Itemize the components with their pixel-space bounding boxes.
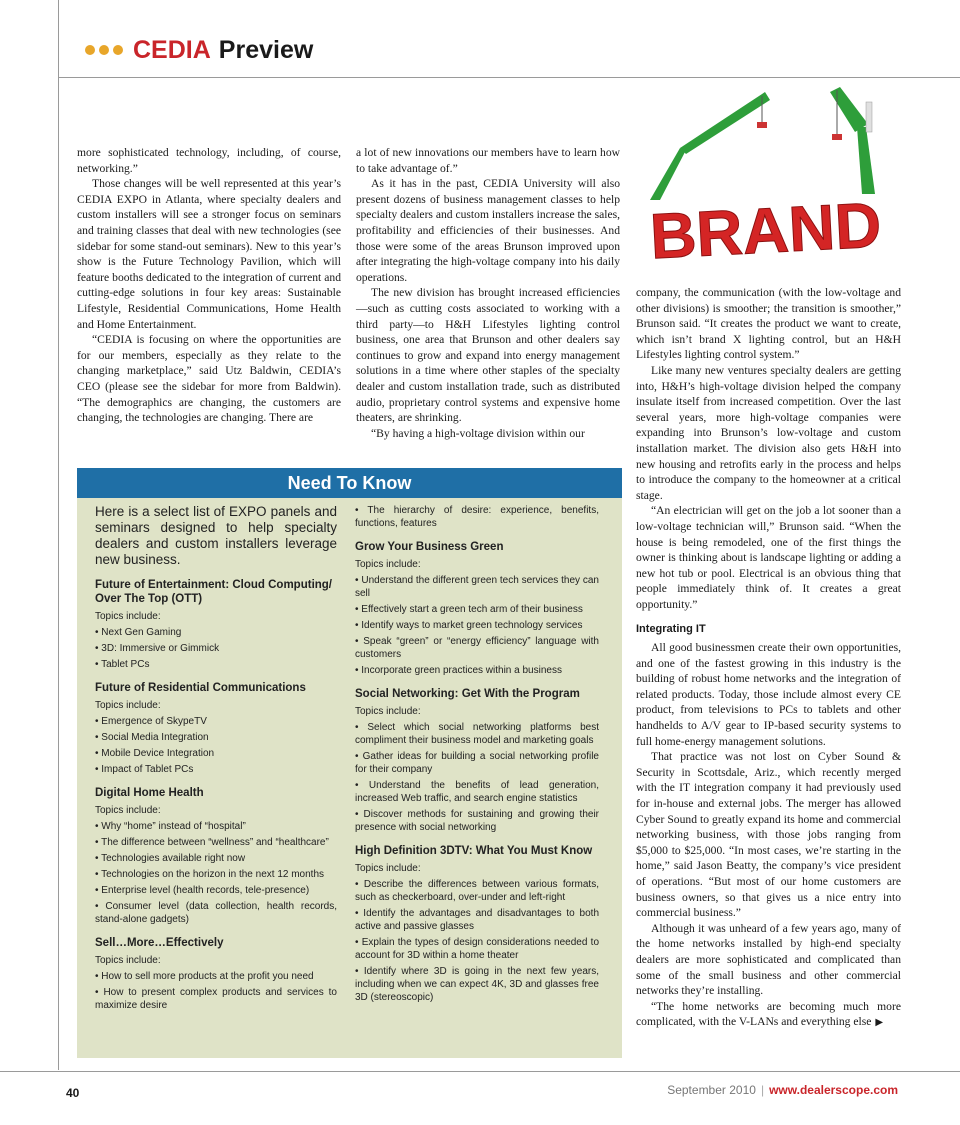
article-column-3 [636,285,901,1031]
paragraph: “CEDIA is focusing on where the opportunities are for our members, especially as they relate to the changing marketplace,” said Utz Baldwin, CEDIA’s CEO (please see the sidebar for more from Baldwin). “The demographics are changing, the customers are changing, the technologies are changing. There are [77,333,341,425]
seminar-title: Grow Your Business Green [355,541,504,553]
topic-bullet: • Understand the benefits of lead generation, increased Web traffic, and search engine statistics [355,780,599,804]
topic-bullet: • Social Media Integration [95,732,209,743]
paragraph: That practice was not lost on Cyber Sound & Security in Scottsdale, Ariz., which recently merged with the IT integration company it had previously used for in-house and external jobs. The merger has allowed Cyber Sound to greatly expand its home and commercial networking business, with those jobs ranging from $5,000 to $25,000. “In most cases, we’re starting in the home,” said Jason Beatty, the company’s vice president of operations. “But most of our home customers are business owners, so that gives us a nice entry into commercial business.” [636,750,901,920]
seminar-title: Future of Entertainment: Cloud Computing/ Over The Top (OTT) [95,579,333,605]
seminar-title: Sell…More…Effectively [95,937,224,949]
paragraph: As it has in the past, CEDIA University will also present dozens of business management classes to help specialty dealers and custom installers increase the sales, profitability and efficiencies of their businesses. And those were some of the areas Brunson improved upon after integrating the high-voltage company into his daily operations. [356,177,620,284]
topic-bullet: • Discover methods for sustaining and growing their presence with social networking [355,809,599,833]
topic-bullet: • Incorporate green practices within a business [355,665,562,676]
topic-bullet: • 3D: Immersive or Gimmick [95,643,220,654]
topic-bullet: • The difference between “wellness” and “healthcare” [95,837,329,848]
topic-bullet: • Next Gen Gaming [95,627,182,638]
brand-letters: BRAND [648,188,883,273]
topics-label: Topics include: [95,611,161,622]
paragraph: The new division has brought increased efficiencies—such as cutting costs associated to working with a third party—to H&H Lifestyles lighting control business, one area that Brunson and other dealers say continues to grow and expand into energy management solutions in a time where other staples of the specialty dealer and custom installation trade, such as distributed audio, proprietary control systems and expensive home theaters, are shrinking. [356,286,620,425]
article-column-1 [77,145,341,426]
page-footer [667,1083,898,1097]
issue-date: September 2010 [667,1083,756,1097]
topic-bullet: • Tablet PCs [95,659,150,670]
paragraph: company, the communication (with the low-voltage and other divisions) is smoother; the transition is smoother,” Brunson said. “It creates the product we want to create, which isn’t brand X lighting control, but an H&H Lifestyles lighting control system.” [636,286,901,362]
topic-bullet: • Speak “green” or “energy efficiency” language with customers [355,636,599,660]
topic-bullet: • Technologies available right now [95,853,246,864]
topic-bullet: • Understand the different green tech services they can sell [355,575,599,599]
topic-bullet: • Effectively start a green tech arm of their business [355,604,583,615]
topic-bullet: • Why “home” instead of “hospital” [95,821,246,832]
sidebar-intro: Here is a select list of EXPO panels and seminars designed to help specialty dealers and custom installers leverage new business. [95,504,337,567]
paragraph: All good businessmen create their own opportunities, and one of the fastest growing in this industry is the building of robust home networks and the integration of related products. Today, those include almost every CE product, from televisions to PCs to tablets and other handhelds to A/V gear to IP-based security systems to full home-energy management solutions. [636,641,901,748]
paragraph: a lot of new innovations our members have to learn how to take advantage of.” [356,146,620,175]
seminar-block [95,578,337,671]
topic-bullet: • Consumer level (data collection, health records, stand-alone gadgets) [95,901,337,925]
paragraph: more sophisticated technology, including, of course, networking.” [77,146,341,175]
seminar-title: High Definition 3DTV: What You Must Know [355,845,593,857]
seminar-title: Digital Home Health [95,787,204,799]
header-dots-icon [85,45,123,55]
topic-bullet: • Identify the advantages and disadvantages to both active and passive glasses [355,908,599,932]
topics-label: Topics include: [95,955,161,966]
topic-bullet: • Identify where 3D is going in the next few years, including when we can expect 4K, 3D and glasses free 3D (stereoscopic) [355,966,599,1003]
subheading: Integrating IT [636,623,706,636]
topic-bullet: • Technologies on the horizon in the next 12 months [95,869,325,880]
seminar-block [95,681,337,776]
topic-bullet: • How to sell more products at the profit you need [95,971,314,982]
seminar-block [95,936,337,1012]
seminar-title: Social Networking: Get With the Program [355,688,580,700]
need-to-know-sidebar [77,468,622,1058]
sidebar-title: Need To Know [77,468,622,498]
continue-arrow-icon: ▶ [875,1017,884,1029]
topic-bullet: • Enterprise level (health records, tele-presence) [95,885,310,896]
paragraph [636,999,901,1031]
paragraph: Those changes will be well represented at this year’s CEDIA EXPO in Atlanta, where specialty dealers and custom installers will see a stronger focus on seminars and training classes that deal with new technologies (see sidebar for some stand-out seminars). New to this year’s show is the Future Technology Pavilion, which will feature booths dedicated to the integration of current and cutting-edge solutions in four key areas: Sustainable Lifestyle, Residential Communications, Home Health and Home Entertainment. [77,177,341,331]
paragraph: Although it was unheard of a few years ago, many of the home networks installed by high-end specialty dealers are more sophisticated and complicated than some of the small business and other commercial networks they’re installing. [636,921,901,998]
topic-bullet: • Emergence of SkypeTV [95,716,207,727]
topic-bullet: • The hierarchy of desire: experience, benefits, functions, features [355,505,599,529]
footer-rule [0,1071,960,1072]
topic-bullet: • Gather ideas for building a social networking profile for their company [355,751,599,775]
paragraph: “An electrician will get on the job a lot sooner than a low-voltage technician will,” Brunson said. “When the house is being remodeled, one of the first things the owner is thinking about is landscape lighting or adding a new hot tub or pool. Electrical is an obvious thing that people immediately think of. It creates a great opportunity.” [636,504,901,611]
header-title: Preview [218,35,314,64]
topic-bullet: • Select which social networking platforms best compliment their business model and marketing goals [355,722,599,746]
section-header [85,33,313,67]
footer-separator: | [760,1083,765,1097]
topics-label: Topics include: [95,700,161,711]
header-rule [58,77,960,78]
topic-bullet: • Describe the differences between various formats, such as checkerboard, over-under and left-right [355,879,599,903]
website-link[interactable]: www.dealerscope.com [769,1083,898,1097]
paragraph-text: “The home networks are becoming much more complicated, with the V-LANs and everything else [636,999,901,1029]
topics-label: Topics include: [355,706,421,717]
topics-label: Topics include: [355,863,421,874]
seminar-title: Future of Residential Communications [95,682,306,694]
topic-bullet: • How to present complex products and services to maximize desire [95,987,337,1011]
paragraph: “By having a high-voltage division within our [371,426,585,440]
seminar-block [355,540,599,677]
topic-bullet: • Mobile Device Integration [95,748,215,759]
paragraph: Like many new ventures specialty dealers are getting into, H&H’s high-voltage division helped the company insulate itself from increased competition. Over the last several years, more high-voltage companies were expanding into Brunson’s low-voltage and custom installation market. The division also gets H&H into new housing and retrofits early in the process and helps to introduce the company to the homeowner at a critical stage. [636,363,901,502]
header-brand: CEDIA [133,35,211,64]
topics-label: Topics include: [95,805,161,816]
seminar-block [95,786,337,926]
article-column-2 [356,145,620,441]
seminar-block [355,687,599,834]
topic-bullet: • Identify ways to market green technology services [355,620,583,631]
topic-bullet: • Explain the types of design considerations needed to account for 3D within a home theater [355,937,599,961]
topic-bullet: • Impact of Tablet PCs [95,764,194,775]
left-margin-rule [58,0,59,1070]
page-number: 40 [66,1086,80,1100]
sidebar-column-right [355,504,599,1007]
topics-label: Topics include: [355,559,421,570]
brand-crane-illustration [640,82,920,282]
seminar-block [355,844,599,1004]
sidebar-column-left [95,504,337,1015]
